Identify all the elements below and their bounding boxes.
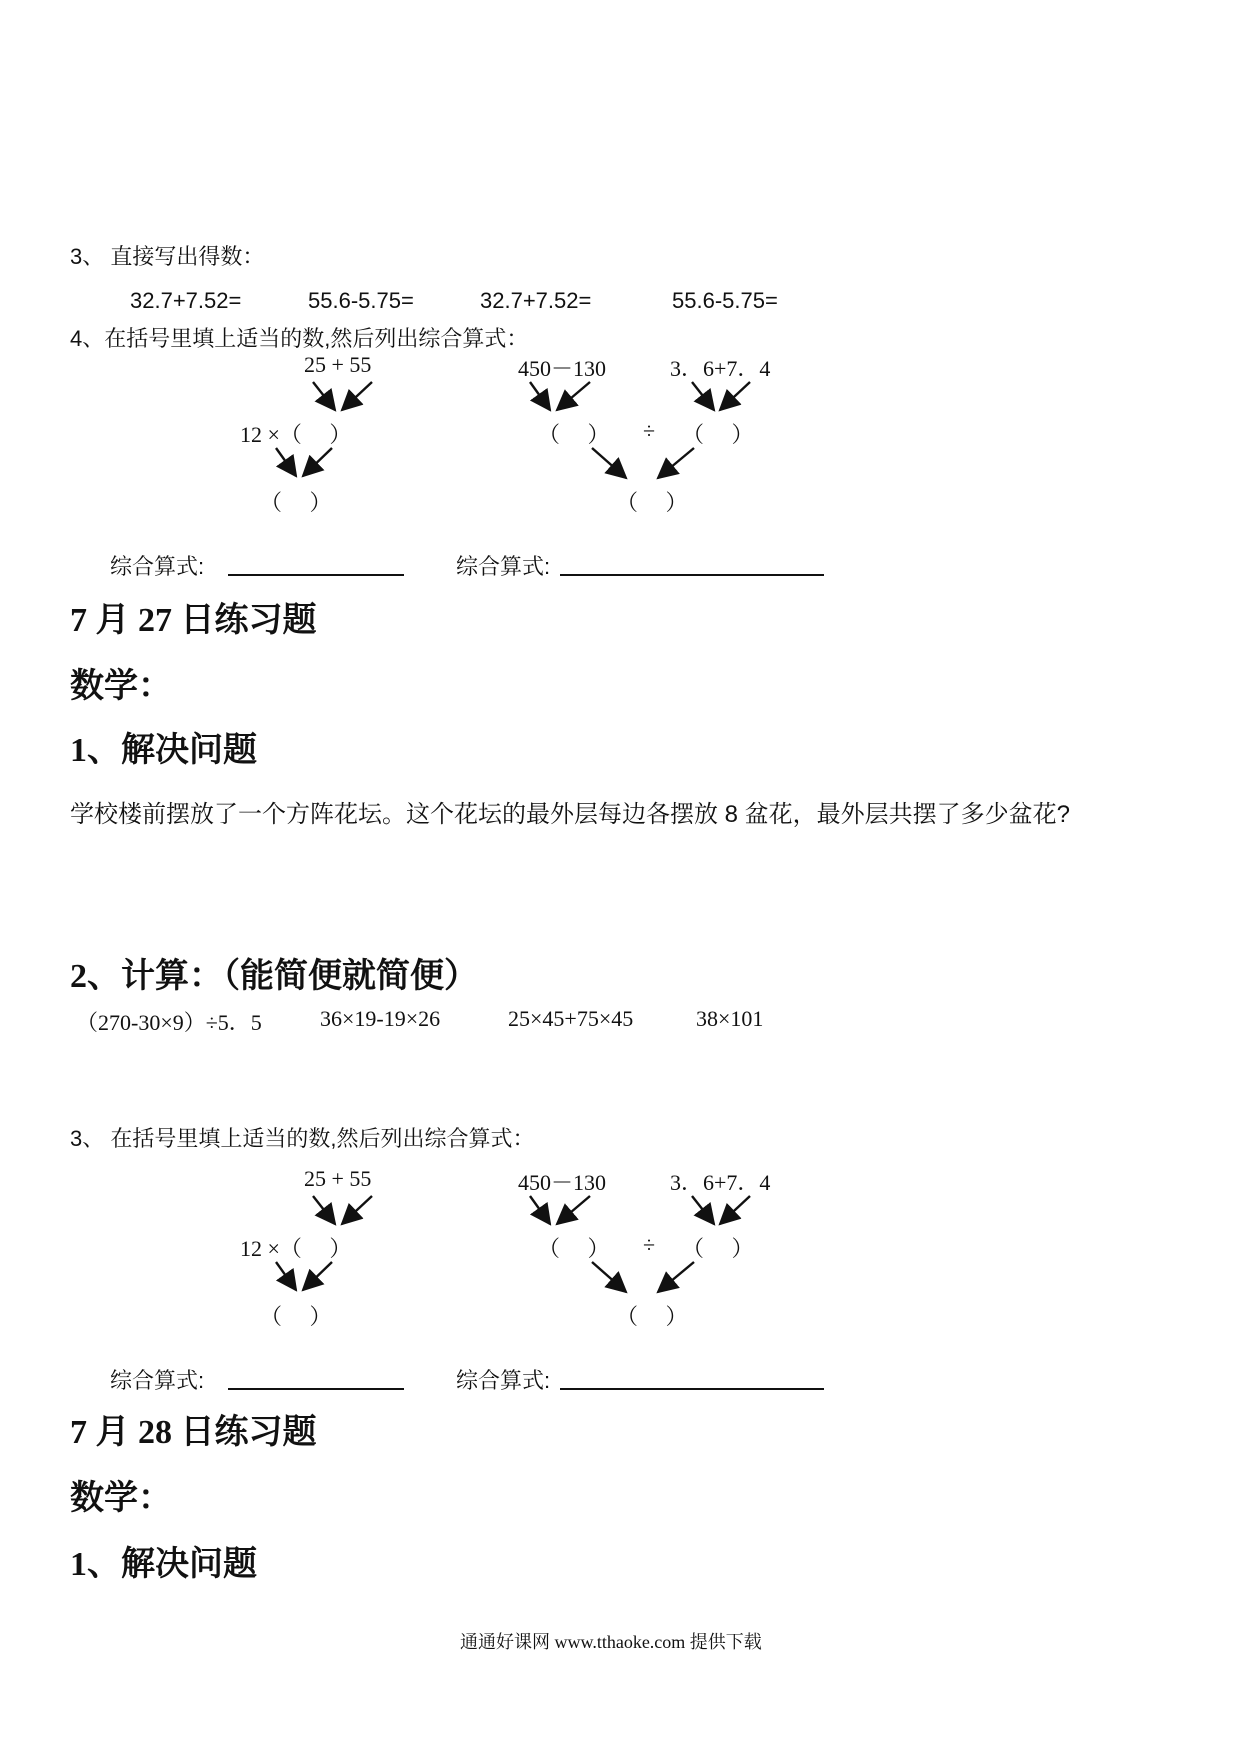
arrow: [530, 1196, 550, 1224]
arrow: [276, 448, 296, 476]
day27-p1-title: 1、解决问题: [70, 732, 257, 769]
d27-tree1-mid: 12 ×（ ）: [240, 1236, 352, 1261]
day27-p1-text: 学校楼前摆放了一个方阵花坛。这个花坛的最外层每边各摆放 8 盆花，最外层共摆了多少盆花?: [70, 801, 1071, 828]
day27-heading: 7 月 27 日练习题: [70, 602, 317, 639]
d27-formula-label-1: 综合算式:: [110, 1368, 205, 1393]
arrow: [720, 382, 750, 410]
arrow: [658, 448, 694, 478]
day27-subject: 数学：: [70, 668, 172, 705]
tree2-mid-right: （ ）: [682, 422, 754, 447]
day27-p3-title: 3、 在括号里填上适当的数,然后列出综合算式：: [70, 1126, 535, 1151]
day27-p2-item-4: 38×101: [696, 1006, 764, 1031]
arrow: [313, 1196, 335, 1224]
day28-heading: 7 月 28 日练习题: [70, 1414, 317, 1451]
tree1-top: 25 + 55: [304, 352, 372, 377]
arrow: [342, 1196, 372, 1224]
tree2-op: ÷: [643, 418, 656, 443]
day27-p2-item-1: （270-30×9）÷5．5: [76, 1010, 262, 1035]
q3-item-4: 55.6-5.75=: [672, 288, 778, 313]
arrow: [342, 382, 372, 410]
arrow: [530, 382, 550, 410]
day27-p2-title: 2、计算：（能简便就简便）: [70, 958, 478, 995]
tree2-mid-left: （ ）: [538, 422, 610, 447]
tree2-left-top: 450－130: [518, 356, 607, 381]
q3-item-1: 32.7+7.52=: [130, 288, 242, 313]
day28-p1-title: 1、解决问题: [70, 1546, 257, 1583]
tree1-bottom: （ ）: [260, 490, 332, 515]
arrow: [557, 1196, 590, 1224]
footer: 通通好课网 www.tthaoke.com 提供下载: [460, 1632, 762, 1652]
q3-item-3: 32.7+7.52=: [480, 288, 592, 313]
arrow: [557, 382, 590, 410]
arrow: [592, 1262, 626, 1292]
d27-tree2-mid-left: （ ）: [538, 1236, 610, 1261]
formula-label-1: 综合算式:: [110, 554, 205, 579]
d27-tree1-top: 25 + 55: [304, 1166, 372, 1191]
arrow: [592, 448, 626, 478]
d27-tree2-op: ÷: [643, 1232, 656, 1257]
day28-subject: 数学：: [70, 1480, 172, 1517]
tree1-mid: 12 ×（ ）: [240, 422, 352, 447]
arrow: [303, 1262, 332, 1290]
q4-title: 4、在括号里填上适当的数,然后列出综合算式：: [70, 326, 529, 351]
arrow: [692, 1196, 714, 1224]
arrow: [303, 448, 332, 476]
d27-tree2-bottom: （ ）: [616, 1304, 688, 1329]
day27-p2-item-3: 25×45+75×45: [508, 1006, 634, 1031]
d27-formula-label-2: 综合算式:: [456, 1368, 551, 1393]
tree2-right-top: 3．6+7．4: [670, 356, 771, 381]
d27-tree1-bottom: （ ）: [260, 1304, 332, 1329]
arrow: [276, 1262, 296, 1290]
d27-tree2-right-top: 3．6+7．4: [670, 1170, 771, 1195]
arrow: [720, 1196, 750, 1224]
q3-title: 3、 直接写出得数：: [70, 244, 265, 269]
d27-tree2-mid-right: （ ）: [682, 1236, 754, 1261]
q3-item-2: 55.6-5.75=: [308, 288, 414, 313]
day27-p2-item-2: 36×19-19×26: [320, 1006, 441, 1031]
arrow: [692, 382, 714, 410]
formula-label-2: 综合算式:: [456, 554, 551, 579]
tree2-bottom: （ ）: [616, 490, 688, 515]
d27-tree2-left-top: 450－130: [518, 1170, 607, 1195]
arrow: [313, 382, 335, 410]
arrow: [658, 1262, 694, 1292]
